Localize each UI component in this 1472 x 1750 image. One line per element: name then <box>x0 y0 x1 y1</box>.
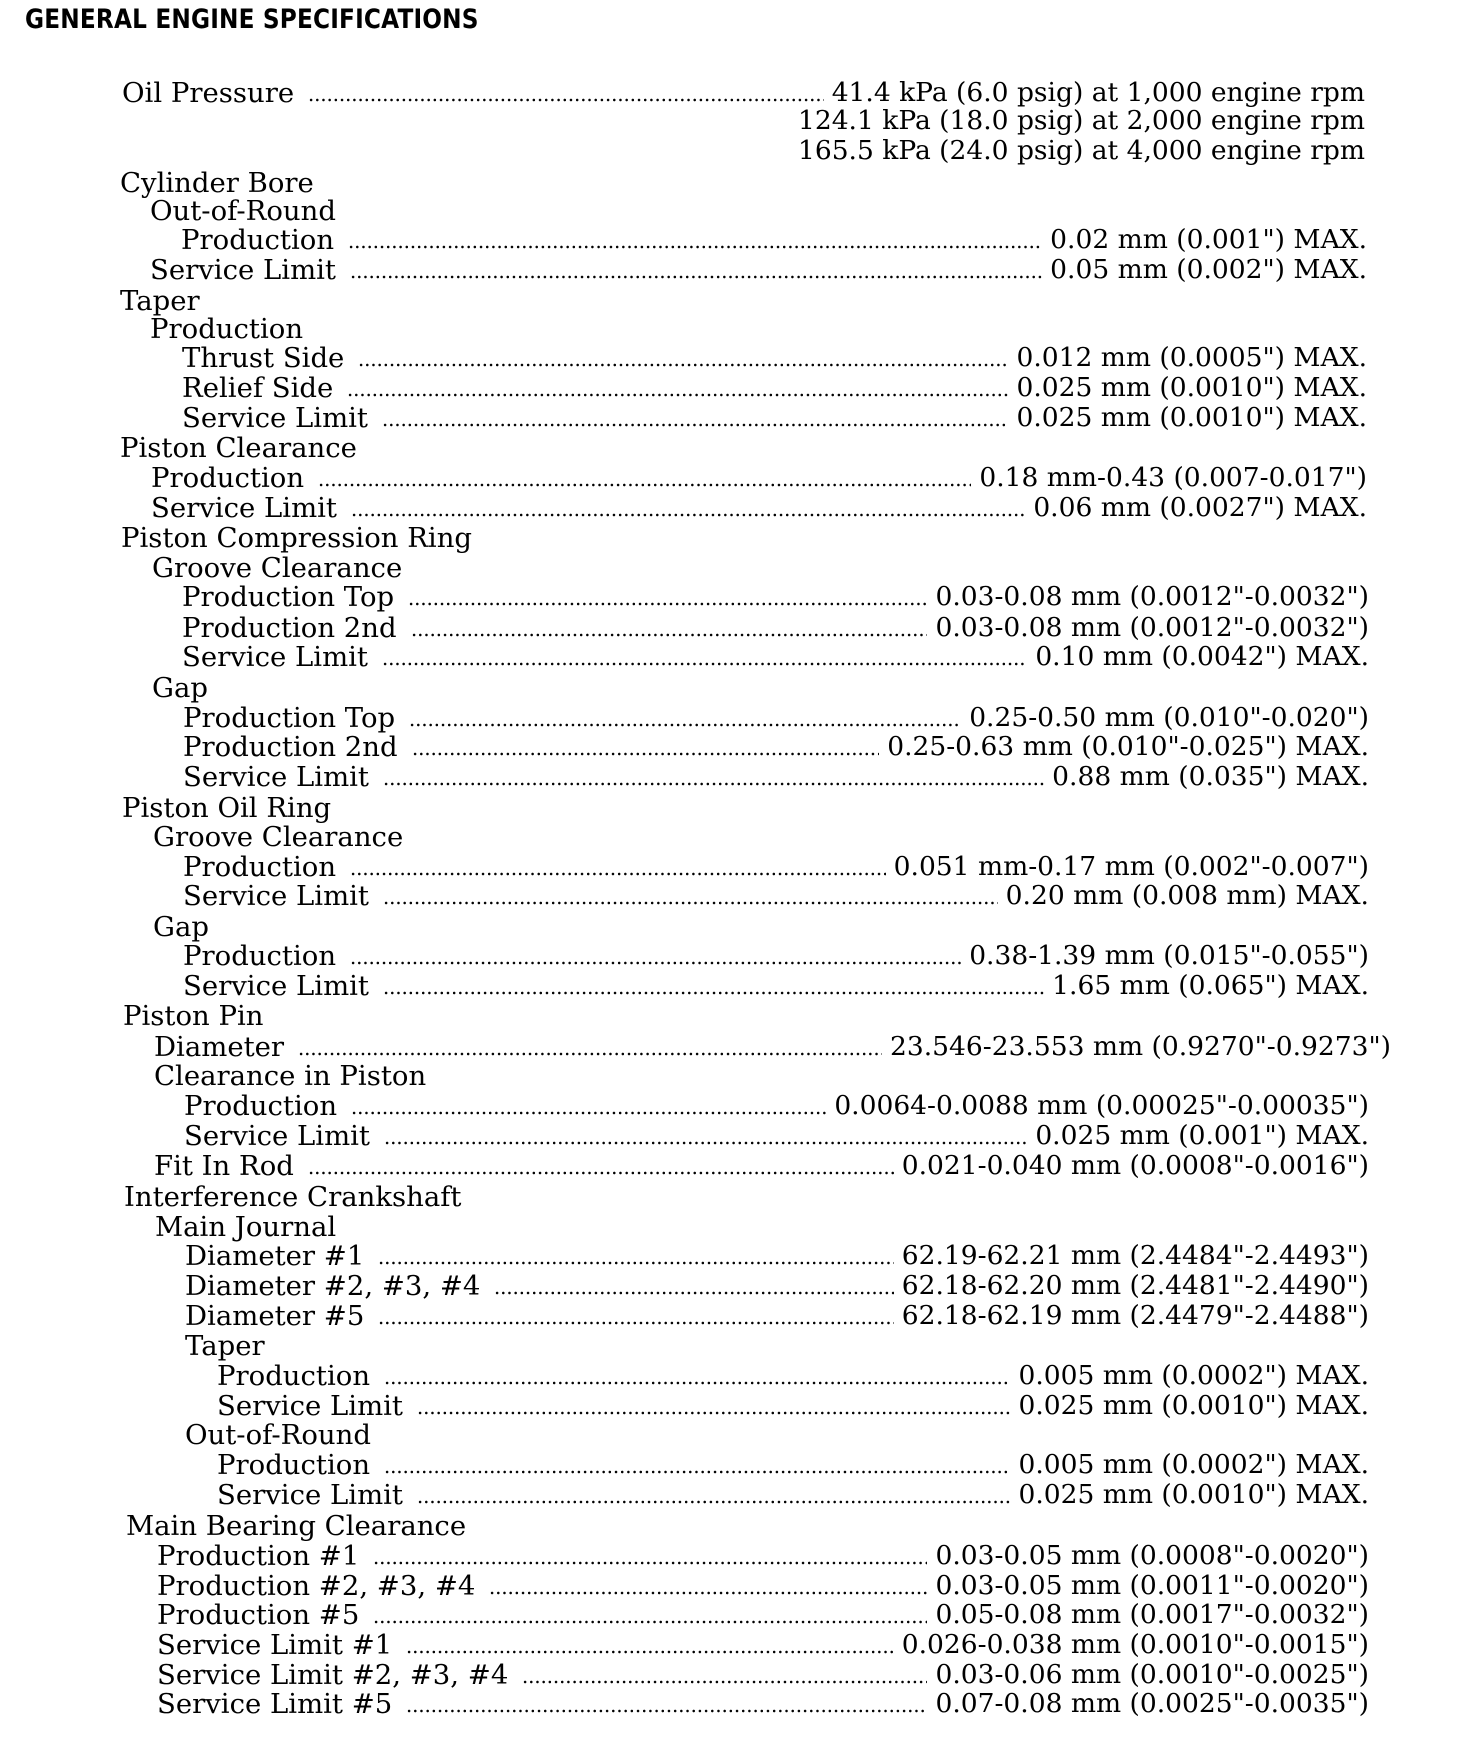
spec-label: Gap <box>153 911 209 943</box>
spec-label: Gap <box>152 672 208 704</box>
spec-label: Service Limit <box>150 254 336 286</box>
dot-leader <box>406 1650 893 1654</box>
spec-value: 0.02 mm (0.001") MAX. <box>1050 224 1367 255</box>
spec-label: Service Limit <box>183 761 369 793</box>
dot-leader <box>350 961 961 965</box>
dot-leader <box>378 1261 893 1265</box>
spec-label: Interference Crankshaft <box>124 1181 462 1213</box>
spec-row <box>0 731 1472 763</box>
dot-leader <box>411 633 928 637</box>
dot-leader <box>308 1171 894 1175</box>
dot-leader <box>417 1411 1010 1415</box>
spec-row <box>0 1300 1472 1332</box>
spec-row <box>0 911 1472 943</box>
spec-row <box>0 672 1472 704</box>
spec-label: Diameter #1 <box>185 1240 365 1272</box>
spec-row <box>0 792 1472 824</box>
spec-label: Diameter #2, #3, #4 <box>185 1270 481 1302</box>
spec-row <box>0 522 1472 554</box>
dot-leader <box>348 245 1042 249</box>
spec-row <box>0 1479 1472 1511</box>
spec-label: Piston Oil Ring <box>122 792 332 824</box>
spec-value: 0.025 mm (0.0010") MAX. <box>1018 1390 1369 1421</box>
spec-label: Service Limit <box>217 1479 403 1511</box>
spec-value: 0.05-0.08 mm (0.0017"-0.0032") <box>935 1599 1369 1630</box>
spec-value: 62.18-62.19 mm (2.4479"-2.4488") <box>901 1300 1369 1331</box>
spec-value: 0.25-0.50 mm (0.010"-0.020") <box>969 702 1369 733</box>
spec-row <box>0 552 1472 584</box>
spec-value: 0.05 mm (0.002") MAX. <box>1050 254 1367 285</box>
spec-row <box>0 1570 1472 1602</box>
dot-leader <box>408 602 927 606</box>
spec-row <box>0 702 1472 734</box>
spec-label: Production #1 <box>157 1540 360 1572</box>
spec-row <box>0 462 1472 494</box>
spec-value: 62.19-62.21 mm (2.4484"-2.4493") <box>901 1240 1369 1271</box>
spec-value: 0.18 mm-0.43 (0.007-0.017") <box>979 462 1367 493</box>
spec-label: Service Limit <box>217 1390 403 1422</box>
spec-label: Oil Pressure <box>122 77 295 109</box>
spec-row <box>0 1060 1472 1092</box>
spec-value: 0.25-0.63 mm (0.010"-0.025") MAX. <box>887 731 1369 762</box>
spec-row <box>0 1090 1472 1122</box>
dot-leader <box>417 1500 1010 1504</box>
spec-row <box>0 1330 1472 1362</box>
spec-row <box>0 1120 1472 1152</box>
spec-value: 0.025 mm (0.0010") MAX. <box>1016 402 1367 433</box>
spec-value: 0.38-1.39 mm (0.015"-0.055") <box>969 940 1369 971</box>
spec-value: 0.10 mm (0.0042") MAX. <box>1035 641 1369 672</box>
dot-leader <box>412 752 880 756</box>
spec-row <box>0 1419 1472 1451</box>
spec-label: Out-of-Round <box>150 195 336 227</box>
dot-leader <box>298 1052 882 1056</box>
dot-leader <box>383 991 1044 995</box>
spec-label: Fit In Rod <box>154 1150 294 1182</box>
spec-label: Production 2nd <box>182 612 397 644</box>
dot-leader <box>347 393 1008 397</box>
spec-value: 23.546-23.553 mm (0.9270"-0.9273") <box>890 1031 1391 1062</box>
dot-leader <box>318 483 971 487</box>
spec-row <box>0 342 1472 374</box>
spec-label: Production <box>217 1449 371 1481</box>
spec-value: 0.03-0.08 mm (0.0012"-0.0032") <box>935 612 1369 643</box>
spec-label: Main Bearing Clearance <box>126 1510 467 1542</box>
spec-label: Service Limit <box>184 1120 370 1152</box>
spec-row <box>0 1390 1472 1422</box>
spec-row <box>0 135 1472 167</box>
spec-row <box>0 1449 1472 1481</box>
spec-row <box>0 492 1472 524</box>
spec-label: Service Limit #1 <box>157 1629 393 1661</box>
spec-row <box>0 880 1472 912</box>
spec-label: Production <box>151 462 305 494</box>
spec-label: Production <box>150 313 304 345</box>
spec-value: 124.1 kPa (18.0 psig) at 2,000 engine rpm <box>797 105 1365 136</box>
spec-row <box>0 1031 1472 1063</box>
spec-row <box>0 1150 1472 1182</box>
spec-value: 0.005 mm (0.0002") MAX. <box>1018 1360 1369 1391</box>
spec-label: Cylinder Bore <box>120 167 314 199</box>
spec-value: 1.65 mm (0.065") MAX. <box>1052 970 1369 1001</box>
spec-label: Service Limit <box>182 641 368 673</box>
spec-label: Production <box>183 851 337 883</box>
spec-row <box>0 821 1472 853</box>
spec-row <box>0 1181 1472 1213</box>
spec-label: Diameter #5 <box>185 1300 365 1332</box>
spec-row <box>0 1659 1472 1691</box>
spec-value: 0.88 mm (0.035") MAX. <box>1052 761 1369 792</box>
spec-value: 0.03-0.06 mm (0.0010"-0.0025") <box>935 1659 1369 1690</box>
spec-label: Groove Clearance <box>153 821 404 853</box>
spec-label: Production Top <box>183 702 396 734</box>
spec-row <box>0 1510 1472 1542</box>
spec-value: 0.03-0.05 mm (0.0008"-0.0020") <box>935 1540 1369 1571</box>
spec-value: 0.025 mm (0.0010") MAX. <box>1016 372 1367 403</box>
spec-value: 0.03-0.05 mm (0.0011"-0.0020") <box>935 1570 1369 1601</box>
spec-row <box>0 970 1472 1002</box>
spec-label: Production <box>181 224 335 256</box>
spec-value: 0.051 mm-0.17 mm (0.002"-0.007") <box>893 851 1369 882</box>
spec-value: 0.07-0.08 mm (0.0025"-0.0035") <box>935 1688 1369 1719</box>
spec-label: Production <box>183 940 337 972</box>
dot-leader <box>378 1321 893 1325</box>
spec-label: Production <box>184 1090 338 1122</box>
spec-label: Main Journal <box>155 1211 337 1243</box>
spec-row <box>0 195 1472 227</box>
spec-value: 0.025 mm (0.001") MAX. <box>1035 1120 1369 1151</box>
spec-label: Taper <box>185 1330 265 1362</box>
dot-leader <box>384 1141 1027 1145</box>
spec-value: 0.012 mm (0.0005") MAX. <box>1016 342 1367 373</box>
spec-value: 0.025 mm (0.0010") MAX. <box>1018 1479 1369 1510</box>
spec-value: 165.5 kPa (24.0 psig) at 4,000 engine rpm <box>797 135 1365 166</box>
spec-row <box>0 105 1472 137</box>
spec-label: Production #2, #3, #4 <box>157 1570 476 1602</box>
spec-value: 0.20 mm (0.008 mm) MAX. <box>1005 880 1369 911</box>
spec-label: Out-of-Round <box>185 1419 371 1451</box>
spec-label: Service Limit <box>151 492 337 524</box>
spec-row <box>0 1240 1472 1272</box>
spec-label: Piston Pin <box>123 1000 264 1032</box>
spec-label: Production 2nd <box>183 731 398 763</box>
spec-label: Production Top <box>182 581 395 613</box>
dot-leader <box>383 901 998 905</box>
spec-row <box>0 372 1472 404</box>
dot-leader <box>406 1709 927 1713</box>
spec-label: Service Limit #2, #3, #4 <box>157 1659 509 1691</box>
spec-label: Taper <box>120 285 200 317</box>
dot-leader <box>382 423 1008 427</box>
spec-label: Production #5 <box>157 1599 360 1631</box>
dot-leader <box>350 275 1042 279</box>
spec-row <box>0 641 1472 673</box>
spec-value: 0.0064-0.0088 mm (0.00025"-0.00035") <box>834 1090 1369 1121</box>
spec-row <box>0 1000 1472 1032</box>
spec-row <box>0 1211 1472 1243</box>
spec-label: Service Limit <box>183 970 369 1002</box>
spec-label: Clearance in Piston <box>154 1060 427 1092</box>
spec-value: 0.03-0.08 mm (0.0012"-0.0032") <box>935 581 1369 612</box>
dot-leader <box>373 1561 927 1565</box>
spec-label: Production <box>217 1360 371 1392</box>
dot-leader <box>350 872 886 876</box>
spec-row <box>0 1599 1472 1631</box>
spec-label: Relief Side <box>182 372 334 404</box>
spec-row <box>0 1629 1472 1661</box>
spec-label: Service Limit <box>182 402 368 434</box>
spec-value: 0.005 mm (0.0002") MAX. <box>1018 1449 1369 1480</box>
spec-row <box>0 1270 1472 1302</box>
dot-leader <box>308 98 824 102</box>
dot-leader <box>383 782 1044 786</box>
spec-row <box>0 761 1472 793</box>
dot-leader <box>382 662 1027 666</box>
dot-leader <box>522 1680 927 1684</box>
spec-row <box>0 851 1472 883</box>
spec-row <box>0 612 1472 644</box>
dot-leader <box>384 1470 1010 1474</box>
spec-label: Service Limit #5 <box>157 1688 393 1720</box>
spec-row <box>0 402 1472 434</box>
dot-leader <box>351 513 1025 517</box>
spec-label: Piston Clearance <box>120 432 357 464</box>
dot-leader <box>489 1591 927 1595</box>
spec-value: 41.4 kPa (6.0 psig) at 1,000 engine rpm <box>831 77 1365 108</box>
spec-row <box>0 313 1472 345</box>
spec-label: Service Limit <box>183 880 369 912</box>
dot-leader <box>358 363 1008 367</box>
dot-leader <box>373 1620 927 1624</box>
spec-label: Diameter <box>154 1031 285 1063</box>
dot-leader <box>351 1111 826 1115</box>
spec-row <box>0 1360 1472 1392</box>
spec-row <box>0 1688 1472 1720</box>
page-title: GENERAL ENGINE SPECIFICATIONS <box>25 4 479 35</box>
spec-row <box>0 940 1472 972</box>
spec-label: Groove Clearance <box>152 552 403 584</box>
dot-leader <box>384 1381 1010 1385</box>
spec-row <box>0 432 1472 464</box>
spec-label: Thrust Side <box>182 342 345 374</box>
spec-value: 62.18-62.20 mm (2.4481"-2.4490") <box>901 1270 1369 1301</box>
spec-row <box>0 254 1472 286</box>
spec-row <box>0 581 1472 613</box>
dot-leader <box>494 1291 893 1295</box>
spec-row <box>0 1540 1472 1572</box>
spec-value: 0.06 mm (0.0027") MAX. <box>1033 492 1367 523</box>
spec-value: 0.026-0.038 mm (0.0010"-0.0015") <box>901 1629 1369 1660</box>
dot-leader <box>409 723 961 727</box>
spec-label: Piston Compression Ring <box>121 522 473 554</box>
spec-row <box>0 224 1472 256</box>
spec-value: 0.021-0.040 mm (0.0008"-0.0016") <box>901 1150 1369 1181</box>
